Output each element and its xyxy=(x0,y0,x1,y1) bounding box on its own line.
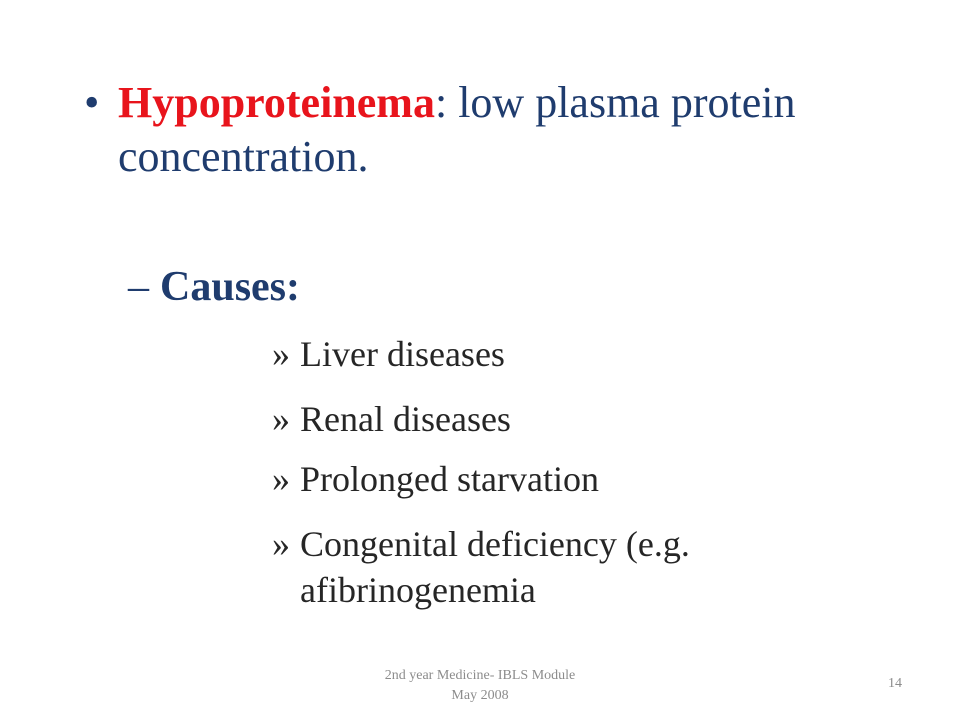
term: Hypoproteinema xyxy=(118,78,435,127)
chevron-right-icon: » xyxy=(272,334,290,374)
sub-bullet xyxy=(128,262,300,312)
footer-date: May 2008 xyxy=(451,688,509,703)
footer-course: 2nd year Medicine- IBLS Module xyxy=(384,668,576,683)
footer-text xyxy=(330,666,630,706)
main-bullet-text xyxy=(118,76,878,184)
sub-heading: Causes: xyxy=(160,264,301,310)
dash-icon: – xyxy=(128,264,149,310)
chevron-right-icon: » xyxy=(272,399,290,439)
cause-text: Renal diseases xyxy=(300,399,511,439)
chevron-right-icon: » xyxy=(272,524,290,564)
cause-text: Prolonged starvation xyxy=(300,459,599,499)
cause-text: Liver diseases xyxy=(300,334,505,374)
bullet-icon: • xyxy=(84,78,100,127)
chevron-right-icon: » xyxy=(272,459,290,499)
definition: : low plasma protein concentration. xyxy=(118,78,796,181)
cause-text: Congenital deficiency (e.g. afibrinogenemia xyxy=(300,524,690,610)
page-number: 14 xyxy=(888,676,902,691)
